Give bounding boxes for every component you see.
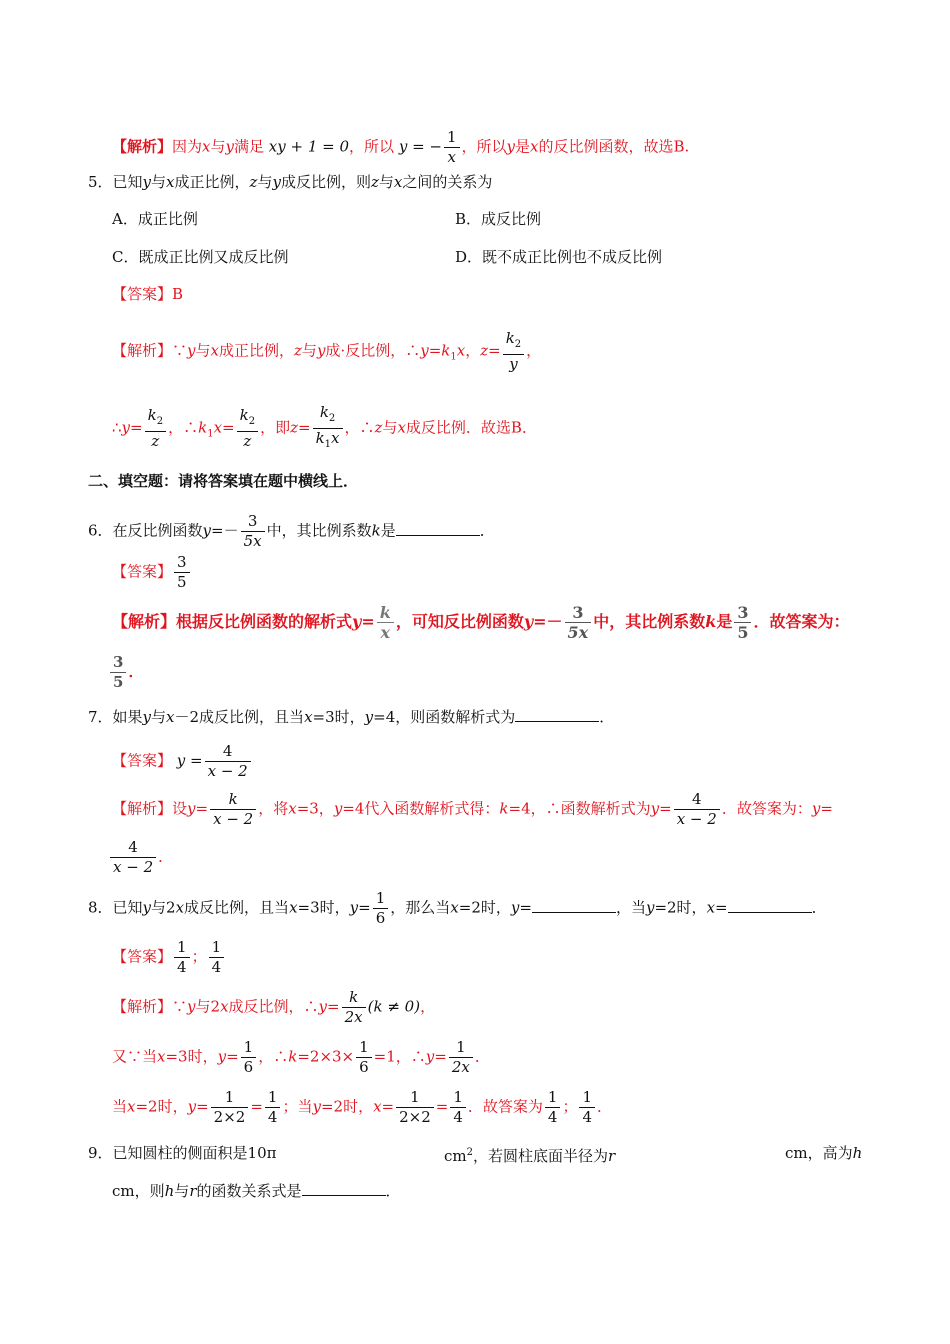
q9-stem-line2: cm，则h与r的函数关系式是 ． xyxy=(112,1182,401,1200)
fraction: $\frac{k}{2x}$ xyxy=(342,988,366,1027)
fraction: $\frac{1}{6}$ xyxy=(373,889,389,928)
fraction: $\frac{3}{5}$ xyxy=(174,553,190,592)
fraction: $\frac{k}{x}$ xyxy=(377,603,394,642)
q5-stem: 5．已知y与x成正比例，z与y成反比例，则z与x之间的关系为 xyxy=(88,173,493,191)
fraction: $\frac{3}{5x}$ xyxy=(565,603,592,642)
q5-option-d: D．既不成正比例也不成反比例 xyxy=(455,248,663,266)
fraction: $\frac{4}{x - 2}$ xyxy=(205,742,251,781)
fraction: $\frac{4}{x - 2}$ xyxy=(674,790,720,829)
fraction: $\frac{1}{2\times 2}$ xyxy=(396,1088,434,1127)
fraction: $\frac{k_2}{z}$ xyxy=(145,406,166,451)
answer-blank xyxy=(396,521,480,536)
q5-analysis-line2: ∴y= $\frac{k_2}{z}$ ，$\therefore k_1x=$ $\frac{k_2}{z}$ ，即z= $\frac{k_2}{k_1x}$ ，∴z与x成反比例．故选B． xyxy=(112,403,537,454)
q8-analysis-line3: 当x=2时，y= $\frac{1}{2\times 2}$ = $\frac{1}{4}$ ；当y=2时，x= $\frac{1}{2\times 2}$ = $\frac{1}{4}$ ．故答案为 $\frac{1}{4}$ ； $\frac{1}{4}$ ． xyxy=(112,1088,613,1126)
q9-stem-line1-start: 9．已知圆柱的侧面积是10π xyxy=(88,1144,277,1162)
fraction: $\frac{4}{x - 2}$ xyxy=(110,838,156,877)
q5-option-b: B．成反比例 xyxy=(455,210,542,228)
fraction: $\frac{1}{2\times 2}$ xyxy=(211,1088,249,1127)
answer-blank xyxy=(728,898,812,913)
formula: xy + 1 = 0 xyxy=(268,137,350,156)
section-heading: 二、填空题：请将答案填在题中横线上． xyxy=(88,472,359,490)
analysis-label: 【解析】 xyxy=(112,137,173,156)
answer-blank xyxy=(532,898,616,913)
fraction: $\frac{k_2}{k_1x}$ xyxy=(313,403,343,454)
fraction: $\frac{3}{5}$ xyxy=(734,603,751,642)
q6-analysis-line2: $\frac{3}{5}$ ． xyxy=(108,653,143,692)
fraction: $\frac{1}{4}$ xyxy=(450,1088,466,1127)
answer-label: 【答案】 xyxy=(112,285,173,303)
answer-label: 【答案】 xyxy=(112,751,173,770)
q5-analysis-line1: 【解析】∵y与x成正比例，z与y成·反比例，$\therefore y=k_1x$，z= $\frac{k_2}{y}$ ， xyxy=(112,329,542,373)
q8-answer: 【答案】 $\frac{1}{4}$ ； $\frac{1}{4}$ xyxy=(112,938,226,977)
fraction: $\frac{1}{4}$ xyxy=(579,1088,595,1127)
fraction: $\frac{1}{2x}$ xyxy=(449,1038,473,1077)
answer-blank xyxy=(302,1181,386,1196)
q6-stem: 6．在反比例函数y=－ $\frac{3}{5x}$ 中，其比例系数k是 ． xyxy=(88,512,495,550)
fraction: $\frac{1}{x}$ xyxy=(444,128,460,167)
fraction: $\frac{1}{4}$ xyxy=(209,938,225,977)
fraction: $\frac{k_2}{z}$ xyxy=(237,406,258,451)
q8-stem: 8．已知y与2x成反比例，且当x=3时，y= $\frac{1}{6}$ ，那么当x=2时，y= ，当y=2时，x= ． xyxy=(88,889,827,927)
q9-stem-line1-mid: $cm^2$，若圆柱底面半径为r xyxy=(444,1147,616,1165)
fraction: $\frac{k_2}{y}$ xyxy=(503,329,524,374)
q5-option-a: A．成正比例 xyxy=(112,210,198,228)
q6-analysis-line1: 【解析】根据反比例函数的解析式y= $\frac{k}{x}$ ，可知反比例函数y=－ $\frac{3}{5x}$ 中，其比例系数k是 $\frac{3}{5}$ ．故答案为： xyxy=(112,603,850,642)
fraction: $\frac{1}{6}$ xyxy=(241,1038,257,1077)
q4-analysis: 【解析】因为x与y满足 xy + 1 = 0，所以 y = − $\frac{1}{x}$ ，所以y是x的反比例函数，故选B. xyxy=(112,128,690,166)
answer-label: 【答案】 xyxy=(112,947,173,966)
fraction: $\frac{1}{4}$ xyxy=(174,938,190,977)
answer-label: 【答案】 xyxy=(112,562,173,581)
fraction: $\frac{3}{5}$ xyxy=(110,653,126,692)
q8-analysis-line1: 【解析】∵y与2x成反比例，∴y= $\frac{k}{2x}$ (k ≠ 0)， xyxy=(112,988,436,1026)
q9-stem-line1-end: cm，高为h xyxy=(785,1144,863,1162)
q5-answer: 【答案】B xyxy=(112,285,184,303)
q7-stem: 7．如果y与x－2成反比例，且当x=3时，y=4，则函数解析式为 ． xyxy=(88,708,615,726)
fraction: $\frac{1}{4}$ xyxy=(265,1088,281,1127)
fraction: $\frac{3}{5x}$ xyxy=(241,512,265,551)
q5-option-c: C．既成正比例又成反比例 xyxy=(112,248,289,266)
q6-answer xyxy=(112,553,192,592)
fraction: $\frac{k}{x - 2}$ xyxy=(210,790,256,829)
q7-analysis-line2: $\frac{4}{x - 2}$ ． xyxy=(108,838,173,877)
q8-analysis-line2: 又∵当x=3时，y= $\frac{1}{6}$ ，∴k=2×3× $\frac{1}{6}$ =1，∴y= $\frac{1}{2x}$ ． xyxy=(112,1038,490,1076)
q7-analysis-line1: 【解析】设y= $\frac{k}{x - 2}$ ，将x=3，y=4代入函数解析式得：k=4，∴函数解析式为y= $\frac{4}{x - 2}$ ．故答案为：y= xyxy=(112,790,833,828)
answer-blank xyxy=(515,707,599,722)
fraction: $\frac{1}{6}$ xyxy=(356,1038,372,1077)
fraction: $\frac{1}{4}$ xyxy=(545,1088,561,1127)
q7-answer: 【答案】 y = $\frac{4}{x - 2}$ xyxy=(112,742,253,781)
